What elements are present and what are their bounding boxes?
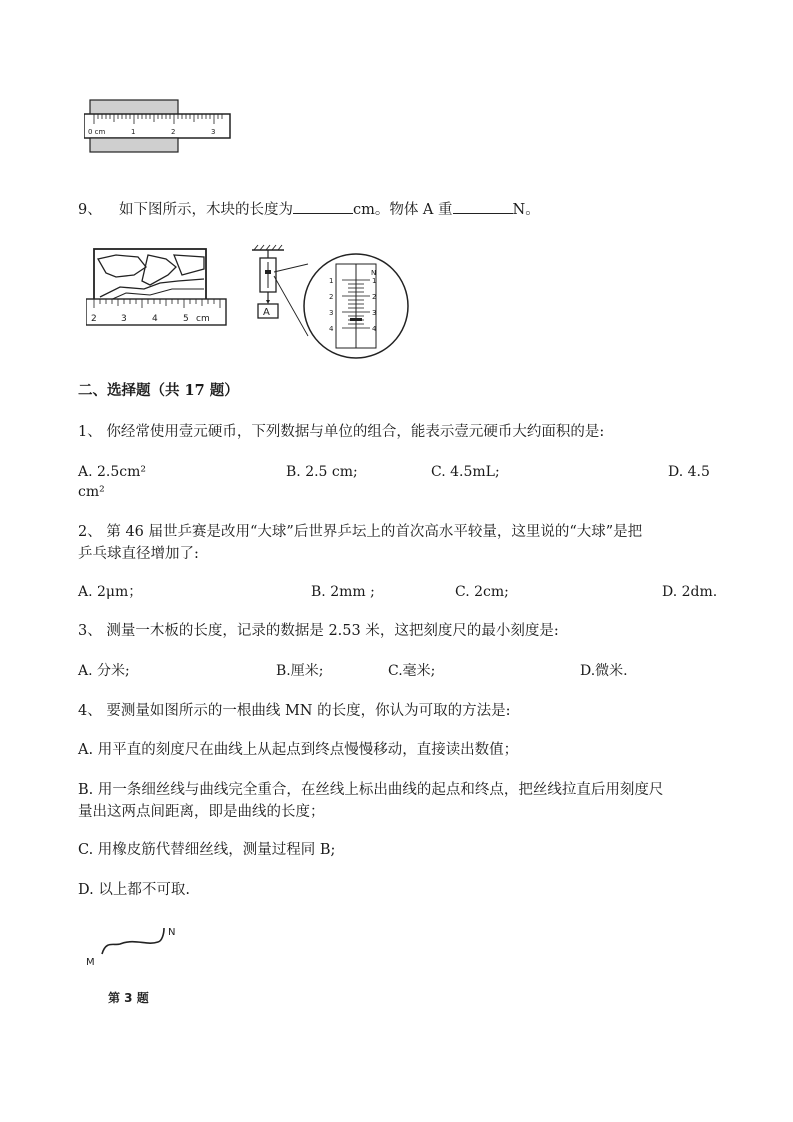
ruler-tick-label: 1 xyxy=(131,128,136,136)
question-1-stem: 1、 你经常使用壹元硬币，下列数据与单位的组合，能表示壹元硬币大约面积的是: xyxy=(78,424,605,440)
ruler-tick-label: 2 xyxy=(171,128,176,136)
ruler-tick-label: 3 xyxy=(211,128,216,136)
question-text: 如下图所示，木块的长度为 xyxy=(118,202,293,218)
option-a: A. 用平直的刻度尺在曲线上从起点到终点慢慢移动，直接读出数值； xyxy=(78,742,519,758)
weight-label: A xyxy=(263,307,270,318)
option-d: D. 2dm. xyxy=(662,584,718,600)
ruler-tick-label: 0 cm xyxy=(88,128,106,136)
scale-label: 1 xyxy=(329,277,334,285)
option-d: D.微米. xyxy=(580,663,628,679)
scale-label: 2 xyxy=(329,293,334,301)
figure-caption: 第 3 题 xyxy=(108,991,149,1005)
question-9 xyxy=(78,199,540,220)
question-2-stem: 2、 第 46 届世乒赛是改用“大球”后世界乒坛上的首次高水平较量，这里说的“大球”是把 xyxy=(78,524,643,540)
ruler-tick-label: 2 xyxy=(91,314,97,324)
option-a: A. 2.5cm² xyxy=(78,464,147,480)
scale-label: 1 xyxy=(372,277,377,285)
ruler-tick-label: 4 xyxy=(152,314,158,324)
ruler-figure-top xyxy=(84,94,234,164)
answer-blank[interactable] xyxy=(293,199,353,214)
option-a: A. 分米; xyxy=(78,663,130,679)
scale-unit-label: N xyxy=(371,269,377,277)
question-2-stem: 乒乓球直径增加了: xyxy=(78,546,199,562)
option-a: A. 2μm； xyxy=(78,584,143,600)
scale-label: 3 xyxy=(329,309,334,317)
ruler-unit-label: cm xyxy=(196,314,210,324)
question-text: cm。物体 A 重 xyxy=(352,202,453,218)
option-c: C. 4.5mL; xyxy=(431,464,500,480)
scale-label: 4 xyxy=(329,325,334,333)
option-b: B.厘米; xyxy=(276,663,324,679)
wood-block-ruler-figure xyxy=(86,245,228,330)
question-3-stem: 3、 测量一木板的长度，记录的数据是 2.53 米，这把刻度尺的最小刻度是: xyxy=(78,623,559,639)
option-b: B. 2.5 cm; xyxy=(286,464,358,480)
curve-mn-figure xyxy=(80,924,190,1014)
option-d: D. 以上都不可取. xyxy=(78,882,190,898)
scale-label: 3 xyxy=(372,309,377,317)
question-text: N。 xyxy=(512,202,540,218)
option-b: B. 用一条细丝线与曲线完全重合，在丝线上标出曲线的起点和终点，把丝线拉直后用刻度尺 xyxy=(78,782,664,798)
spring-scale-figure xyxy=(250,244,410,360)
option-d-continued: cm² xyxy=(78,484,105,500)
ruler-tick-label: 3 xyxy=(121,314,127,324)
question-4-stem: 4、 要测量如图所示的一根曲线 MN 的长度，你认为可取的方法是: xyxy=(78,703,511,719)
option-c: C. 2cm; xyxy=(455,584,509,600)
curve-label-n: N xyxy=(168,927,176,938)
option-d: D. 4.5 xyxy=(668,464,710,480)
curve-label-m: M xyxy=(86,957,95,968)
scale-label: 2 xyxy=(372,293,377,301)
scale-label: 4 xyxy=(372,325,377,333)
question-number: 9、 xyxy=(78,202,102,218)
option-c: C. 用橡皮筋代替细丝线，测量过程同 B; xyxy=(78,842,336,858)
option-b: 量出这两点间距离，即是曲线的长度； xyxy=(78,804,325,820)
option-c: C.毫米; xyxy=(388,663,436,679)
ruler-tick-label: 5 xyxy=(183,314,189,324)
option-b: B. 2mm ; xyxy=(311,584,375,600)
answer-blank[interactable] xyxy=(453,199,513,214)
section-title: 二、选择题（共 17 题） xyxy=(78,382,239,399)
